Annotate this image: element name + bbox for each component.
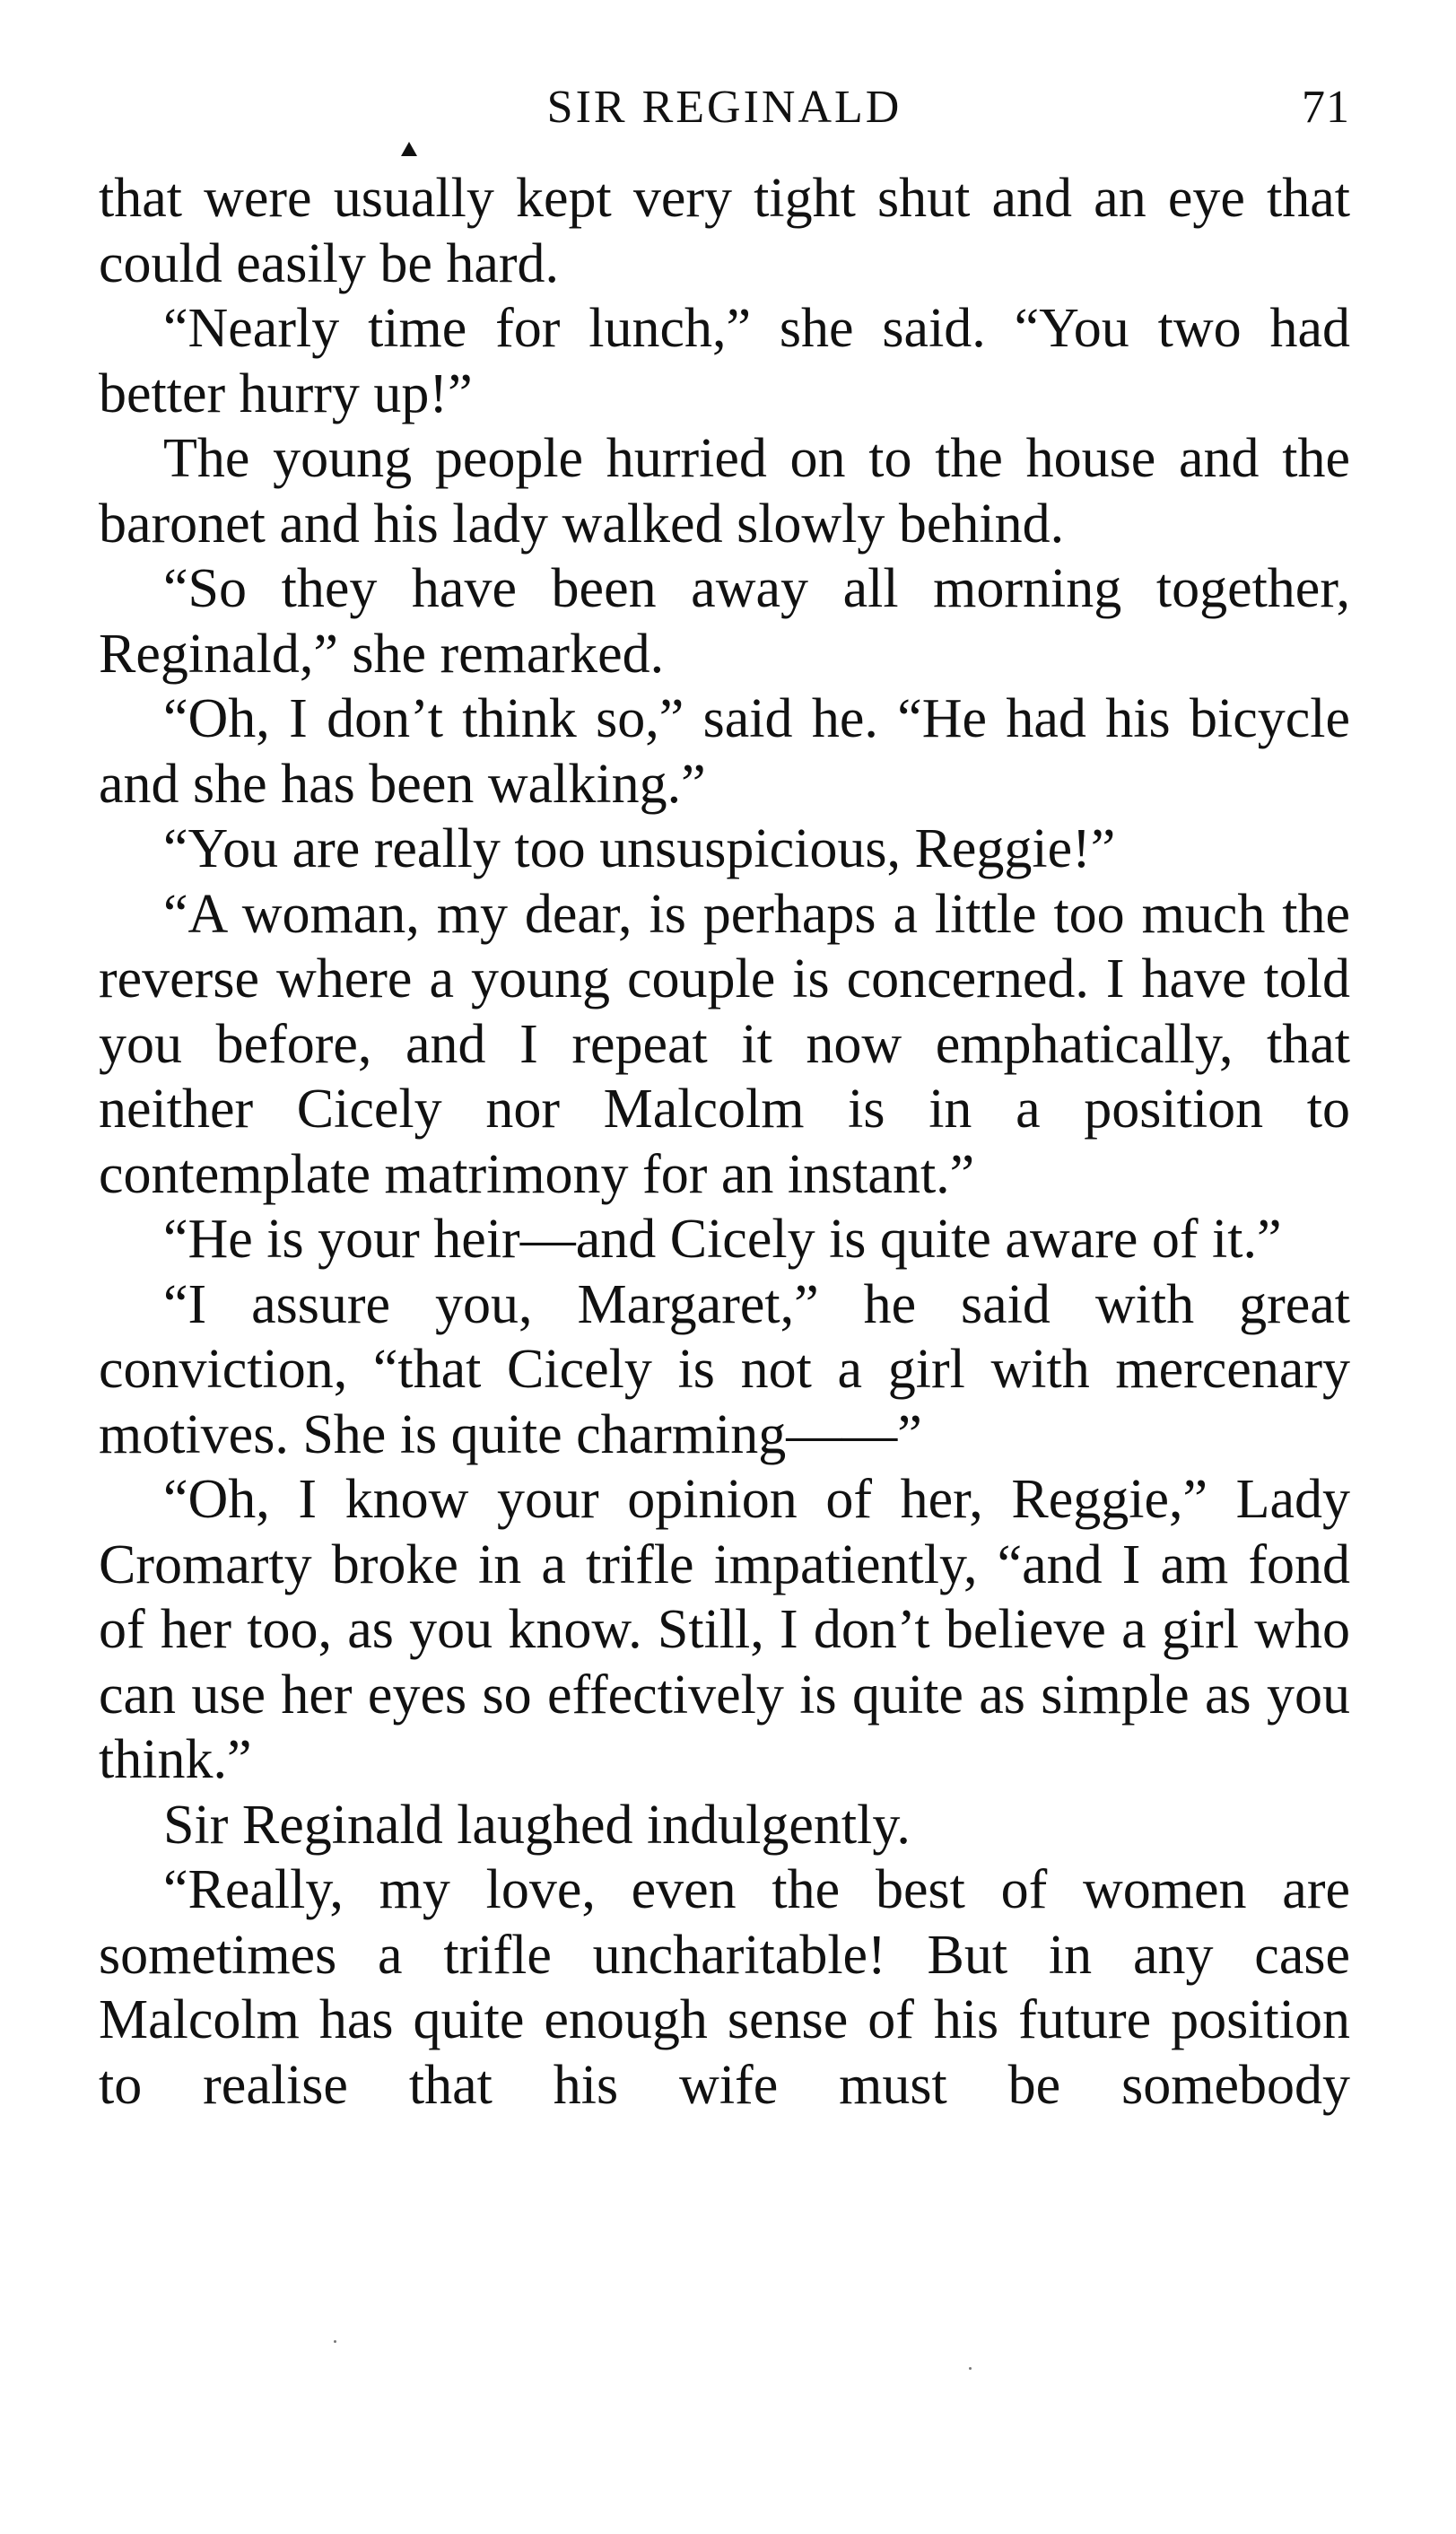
paragraph: “Really, my love, even the best of women are sometimes a trifle uncharitable! But in any case Malcolm has quite enough sense of his future position to realise that his wife must be somebody — [99, 1859, 1350, 2116]
scan-speck — [334, 2340, 336, 2343]
scan-speck — [969, 2367, 972, 2370]
print-speck — [401, 142, 417, 156]
paragraph: “Oh, I know your opinion of her, Reggie,” Lady Cromarty broke in a trifle impatiently, “and I am fond of her too, as you know. Still, I don’t believe a girl who can use her eyes so effectively is quite as simple as you think.” — [99, 1469, 1350, 1790]
paragraph: “Nearly time for lunch,” she said. “You two had better hurry up!” — [99, 298, 1350, 424]
paragraph: “So they have been away all morning together, Reginald,” she remarked. — [99, 558, 1350, 685]
page-number: 71 — [1302, 82, 1350, 133]
paragraph: “Oh, I don’t think so,” said he. “He had his bicycle and she has been walking.” — [99, 688, 1350, 815]
paragraph: Sir Reginald laughed indulgently. — [163, 1794, 911, 1856]
paragraph: “I assure you, Margaret,” he said with great conviction, “that Cicely is not a girl with mercenary motives. She is quite charming——” — [99, 1273, 1350, 1465]
paragraph: “You are really too unsuspicious, Reggie!” — [163, 818, 1116, 879]
running-head — [99, 81, 1350, 144]
paragraph: “A woman, my dear, is perhaps a little too much the reverse where a young couple is concerned. I have told you before, and I repeat it now emphatically, that neither Cicely nor Malcolm is in a position to contemplate matrimony for an instant.” — [99, 883, 1350, 1205]
paragraph: The young people hurried on to the house and the baronet and his lady walked slowly behind. — [99, 428, 1350, 555]
running-title: SIR REGINALD — [546, 82, 902, 133]
paragraph: that were usually kept very tight shut and an eye that could easily be hard. — [99, 168, 1350, 294]
body-text — [99, 166, 1350, 2118]
paragraph: “He is your heir—and Cicely is quite aware of it.” — [163, 1209, 1282, 1270]
